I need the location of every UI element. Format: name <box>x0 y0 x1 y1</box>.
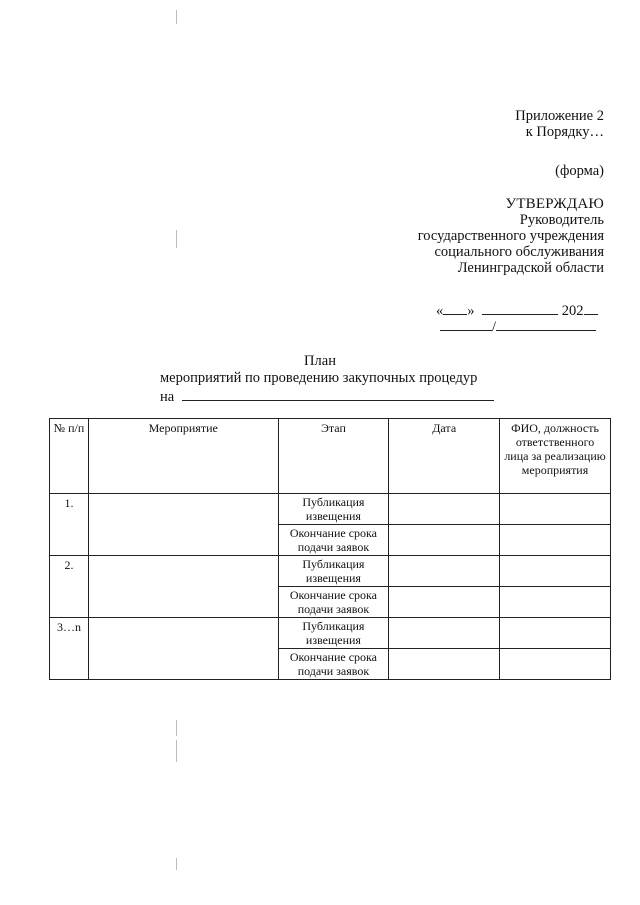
approval-title: УТВЕРЖДАЮ <box>505 196 604 212</box>
annex-reference <box>515 108 604 140</box>
date-cell[interactable] <box>389 525 500 556</box>
plan-on-label: на <box>160 389 175 405</box>
plan-period-field <box>160 386 494 406</box>
table-row <box>50 618 611 649</box>
stage-cell: Публикация извещения <box>278 618 389 649</box>
day-blank[interactable] <box>443 300 467 315</box>
name-blank[interactable] <box>496 316 596 331</box>
stage-cell: Окончание срока подачи заявок <box>278 587 389 618</box>
responsible-cell[interactable] <box>500 556 611 587</box>
year-blank[interactable] <box>584 300 598 315</box>
scan-artifact <box>176 10 177 24</box>
responsible-cell[interactable] <box>500 587 611 618</box>
month-blank[interactable] <box>482 300 558 315</box>
stage-cell: Окончание срока подачи заявок <box>278 649 389 680</box>
signature-field <box>440 316 596 336</box>
scan-artifact <box>176 740 177 762</box>
annex-line-2: к Порядку… <box>525 124 604 140</box>
scan-artifact <box>176 720 177 736</box>
signature-separator: / <box>492 319 497 335</box>
date-cell[interactable] <box>389 649 500 680</box>
plan-table <box>49 418 611 680</box>
table-header-row <box>50 419 611 494</box>
plan-title: План <box>304 353 336 369</box>
event-cell[interactable] <box>88 618 278 680</box>
stage-cell: Окончание срока подачи заявок <box>278 525 389 556</box>
approval-line-2: государственного учреждения <box>417 228 604 244</box>
open-quote: « <box>436 303 444 319</box>
header-date: Дата <box>389 419 500 494</box>
plan-period-blank[interactable] <box>182 386 494 401</box>
date-cell[interactable] <box>389 587 500 618</box>
event-cell[interactable] <box>88 556 278 618</box>
responsible-cell[interactable] <box>500 494 611 525</box>
scan-artifact <box>176 230 177 248</box>
annex-line-1: Приложение 2 <box>515 108 604 124</box>
approval-line-1: Руководитель <box>519 212 604 228</box>
row-number: 3…n <box>50 618 89 680</box>
scan-artifact <box>176 858 177 870</box>
year-prefix: 202 <box>561 303 584 319</box>
responsible-cell[interactable] <box>500 618 611 649</box>
responsible-cell[interactable] <box>500 525 611 556</box>
date-cell[interactable] <box>389 618 500 649</box>
plan-subtitle: мероприятий по проведению закупочных процедур <box>160 370 478 386</box>
approval-block <box>418 196 604 276</box>
responsible-cell[interactable] <box>500 649 611 680</box>
close-quote: » <box>467 303 475 319</box>
form-label: (форма) <box>555 163 604 179</box>
header-stage: Этап <box>278 419 389 494</box>
date-cell[interactable] <box>389 556 500 587</box>
date-cell[interactable] <box>389 494 500 525</box>
approval-line-3: социального обслуживания <box>434 244 604 260</box>
approval-line-4: Ленинградской области <box>457 260 604 276</box>
header-num: № п/п <box>50 419 89 494</box>
table-row <box>50 494 611 525</box>
stage-cell: Публикация извещения <box>278 556 389 587</box>
stage-cell: Публикация извещения <box>278 494 389 525</box>
header-event: Мероприятие <box>88 419 278 494</box>
signature-blank[interactable] <box>440 316 492 331</box>
row-number: 2. <box>50 556 89 618</box>
row-number: 1. <box>50 494 89 556</box>
event-cell[interactable] <box>88 494 278 556</box>
header-responsible: ФИО, должность ответственного лица за реализацию мероприятия <box>500 419 611 494</box>
table-row <box>50 556 611 587</box>
